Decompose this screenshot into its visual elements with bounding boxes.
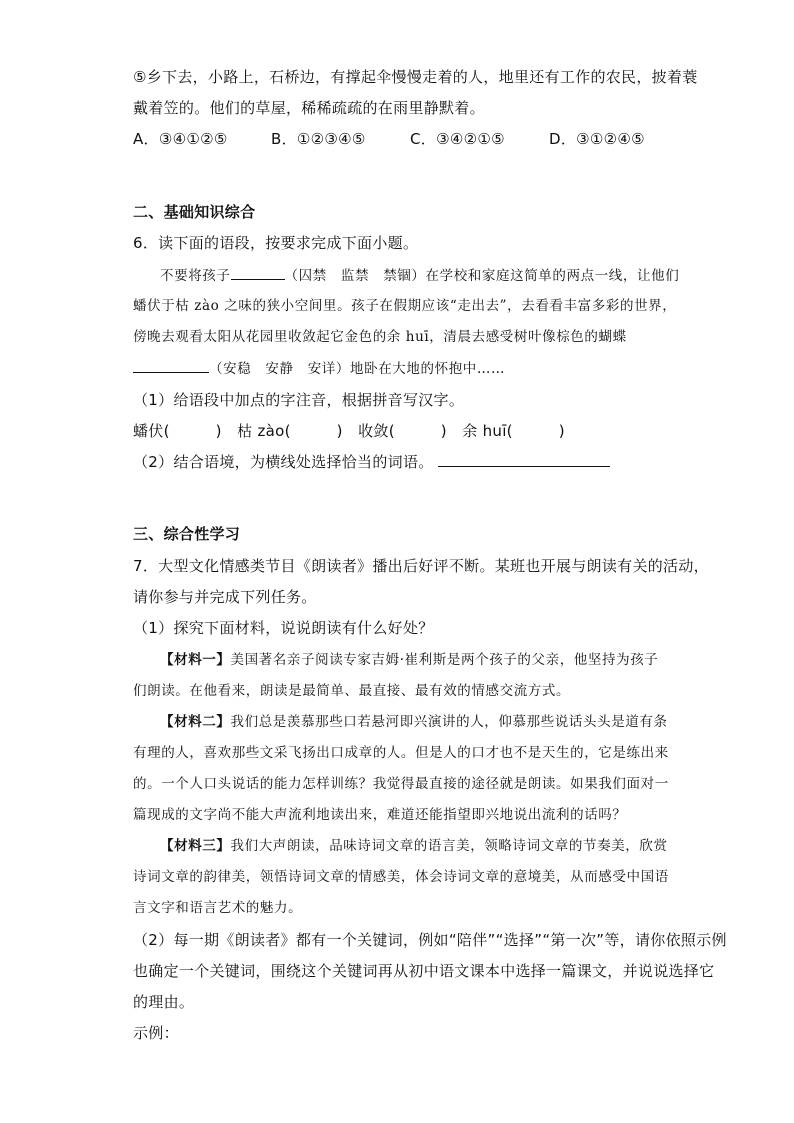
- q6-sub2: [133, 452, 610, 472]
- option-b[interactable]: B．①②③④⑤: [271, 130, 366, 148]
- material-text: 美国著名亲子阅读专家吉姆·崔利斯是两个孩子的父亲，他坚持为孩子: [230, 652, 659, 668]
- q7-sub1: （1）探究下面材料，说说朗读有什么好处？: [133, 619, 434, 637]
- answer-blank[interactable]: [231, 265, 285, 280]
- option-d[interactable]: D．③①②④⑤: [549, 130, 645, 148]
- q7-sub2-line2: 也确定一个关键词，围绕这个关键词再从初中语文课本中选择一篇课文，并说说选择它: [133, 962, 715, 980]
- q6-sub1: （1）给语段中加点的字注音，根据拼音写汉字。: [133, 391, 465, 409]
- q6-stem: 6．读下面的语段，按要求完成下面小题。: [133, 234, 419, 252]
- material3-line1: [160, 836, 668, 856]
- option-c[interactable]: C．③④②①⑤: [410, 130, 505, 148]
- material2-label: 【材料二】: [160, 714, 231, 730]
- material2-line3: 的。一个人口头说话的能力怎样训练？我觉得最直接的途径就是朗读。如果我们面对一: [133, 776, 669, 792]
- option-a[interactable]: A．③④①②⑤: [133, 130, 228, 148]
- answer-blank[interactable]: [133, 358, 209, 373]
- material3-line3: 言文字和语言艺术的魅力。: [133, 900, 303, 916]
- q7-sub2-line1: （2）每一期《朗读者》都有一个关键词，例如“陪伴”“选择”“第一次”等，请你依照示例: [133, 931, 727, 949]
- passage-line4: [133, 358, 505, 379]
- q7-line2: 请你参与并完成下列任务。: [133, 588, 317, 606]
- q5-text-line1: ⑤乡下去，小路上，石桥边，有撑起伞慢慢走着的人，地里还有工作的农民，披着蓑: [133, 68, 698, 86]
- q5-text-line2: 戴着笠的。他们的草屋，稀稀疏疏的在雨里静默着。: [133, 99, 485, 117]
- passage-line1: [160, 265, 679, 286]
- q6-sub1-blanks[interactable]: 蟠伏( ) 枯 zào( ) 收敛( ) 余 huī( ): [133, 422, 565, 440]
- section2-title: 二、基础知识综合: [133, 203, 256, 221]
- section3-title: 三、综合性学习: [133, 525, 241, 543]
- material2-line4: 篇现成的文字尚不能大声流利地读出来，难道还能指望即兴地说出流利的话吗？: [133, 807, 627, 823]
- material1-line2: 们朗读。在他看来，朗读是最简单、最直接、最有效的情感交流方式。: [133, 683, 571, 699]
- passage-line2: 蟠伏于枯 zào 之味的狭小空间里。孩子在假期应该“走出去”，去看看丰富多彩的世界，: [133, 298, 677, 314]
- passage-line3: 傍晚去观看太阳从花园里收敛起它金色的余 huī，清晨去感受树叶像棕色的蝴蝶: [133, 329, 627, 345]
- passage-text: 不要将孩子: [160, 268, 231, 284]
- answer-line[interactable]: [438, 452, 610, 467]
- material-text: 我们总是羡慕那些口若悬河即兴演讲的人，仰慕那些说话头头是道有条: [230, 714, 668, 730]
- q5-options: [133, 129, 645, 149]
- example-label: 示例：: [133, 1024, 179, 1042]
- q7-line1: 7．大型文化情感类节目《朗读者》播出后好评不断。某班也开展与朗读有关的活动，: [133, 557, 709, 575]
- material-text: 我们大声朗读，品味诗词文章的语言美，领略诗词文章的节奏美，欣赏: [230, 838, 668, 854]
- material3-label: 【材料三】: [160, 838, 231, 854]
- material1-line1: [160, 650, 658, 670]
- q7-sub2-line3: 的理由。: [133, 993, 195, 1011]
- passage-text: （安稳 安静 安详）地卧在大地的怀抱中……: [209, 361, 506, 377]
- material2-line1: [160, 712, 668, 732]
- material1-label: 【材料一】: [160, 652, 231, 668]
- material3-line2: 诗词文章的韵律美，领悟诗词文章的情感美，体会诗词文章的意境美，从而感受中国语: [133, 869, 669, 885]
- q6-sub2-text: （2）结合语境，为横线处选择恰当的词语。: [133, 453, 434, 471]
- passage-text: （囚禁 监禁 禁锢）在学校和家庭这简单的两点一线，让他们: [284, 268, 680, 284]
- material2-line2: 有理的人，喜欢那些文采飞扬出口成章的人。但是人的口才也不是天生的，它是练出来: [133, 745, 669, 761]
